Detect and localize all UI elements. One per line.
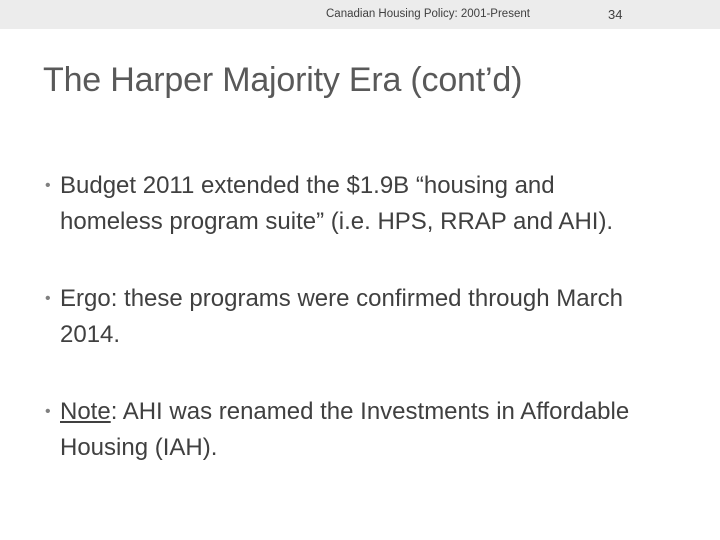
header-bar <box>0 0 720 29</box>
page-number: 34 <box>608 7 623 22</box>
presentation-title: Canadian Housing Policy: 2001-Present <box>326 8 530 20</box>
bullet-text: Budget 2011 extended the $1.9B “housing and homeless program suite” (i.e. HPS, RRAP and AHI). <box>60 172 614 235</box>
slide-title: The Harper Majority Era (cont’d) <box>43 61 523 99</box>
note-label: Note <box>60 398 111 425</box>
bullet-note <box>45 394 655 465</box>
bullet-budget-2011 <box>45 168 655 239</box>
bullet-marker: • <box>45 177 51 194</box>
bullet-marker: • <box>45 290 51 307</box>
bullet-marker: • <box>45 403 51 420</box>
bullet-ergo <box>45 281 655 352</box>
bullet-text: Ergo: these programs were confirmed through March 2014. <box>60 285 623 348</box>
bullet-list <box>45 168 655 465</box>
bullet-text: : AHI was renamed the Investments in Affordable Housing (IAH). <box>60 398 630 461</box>
